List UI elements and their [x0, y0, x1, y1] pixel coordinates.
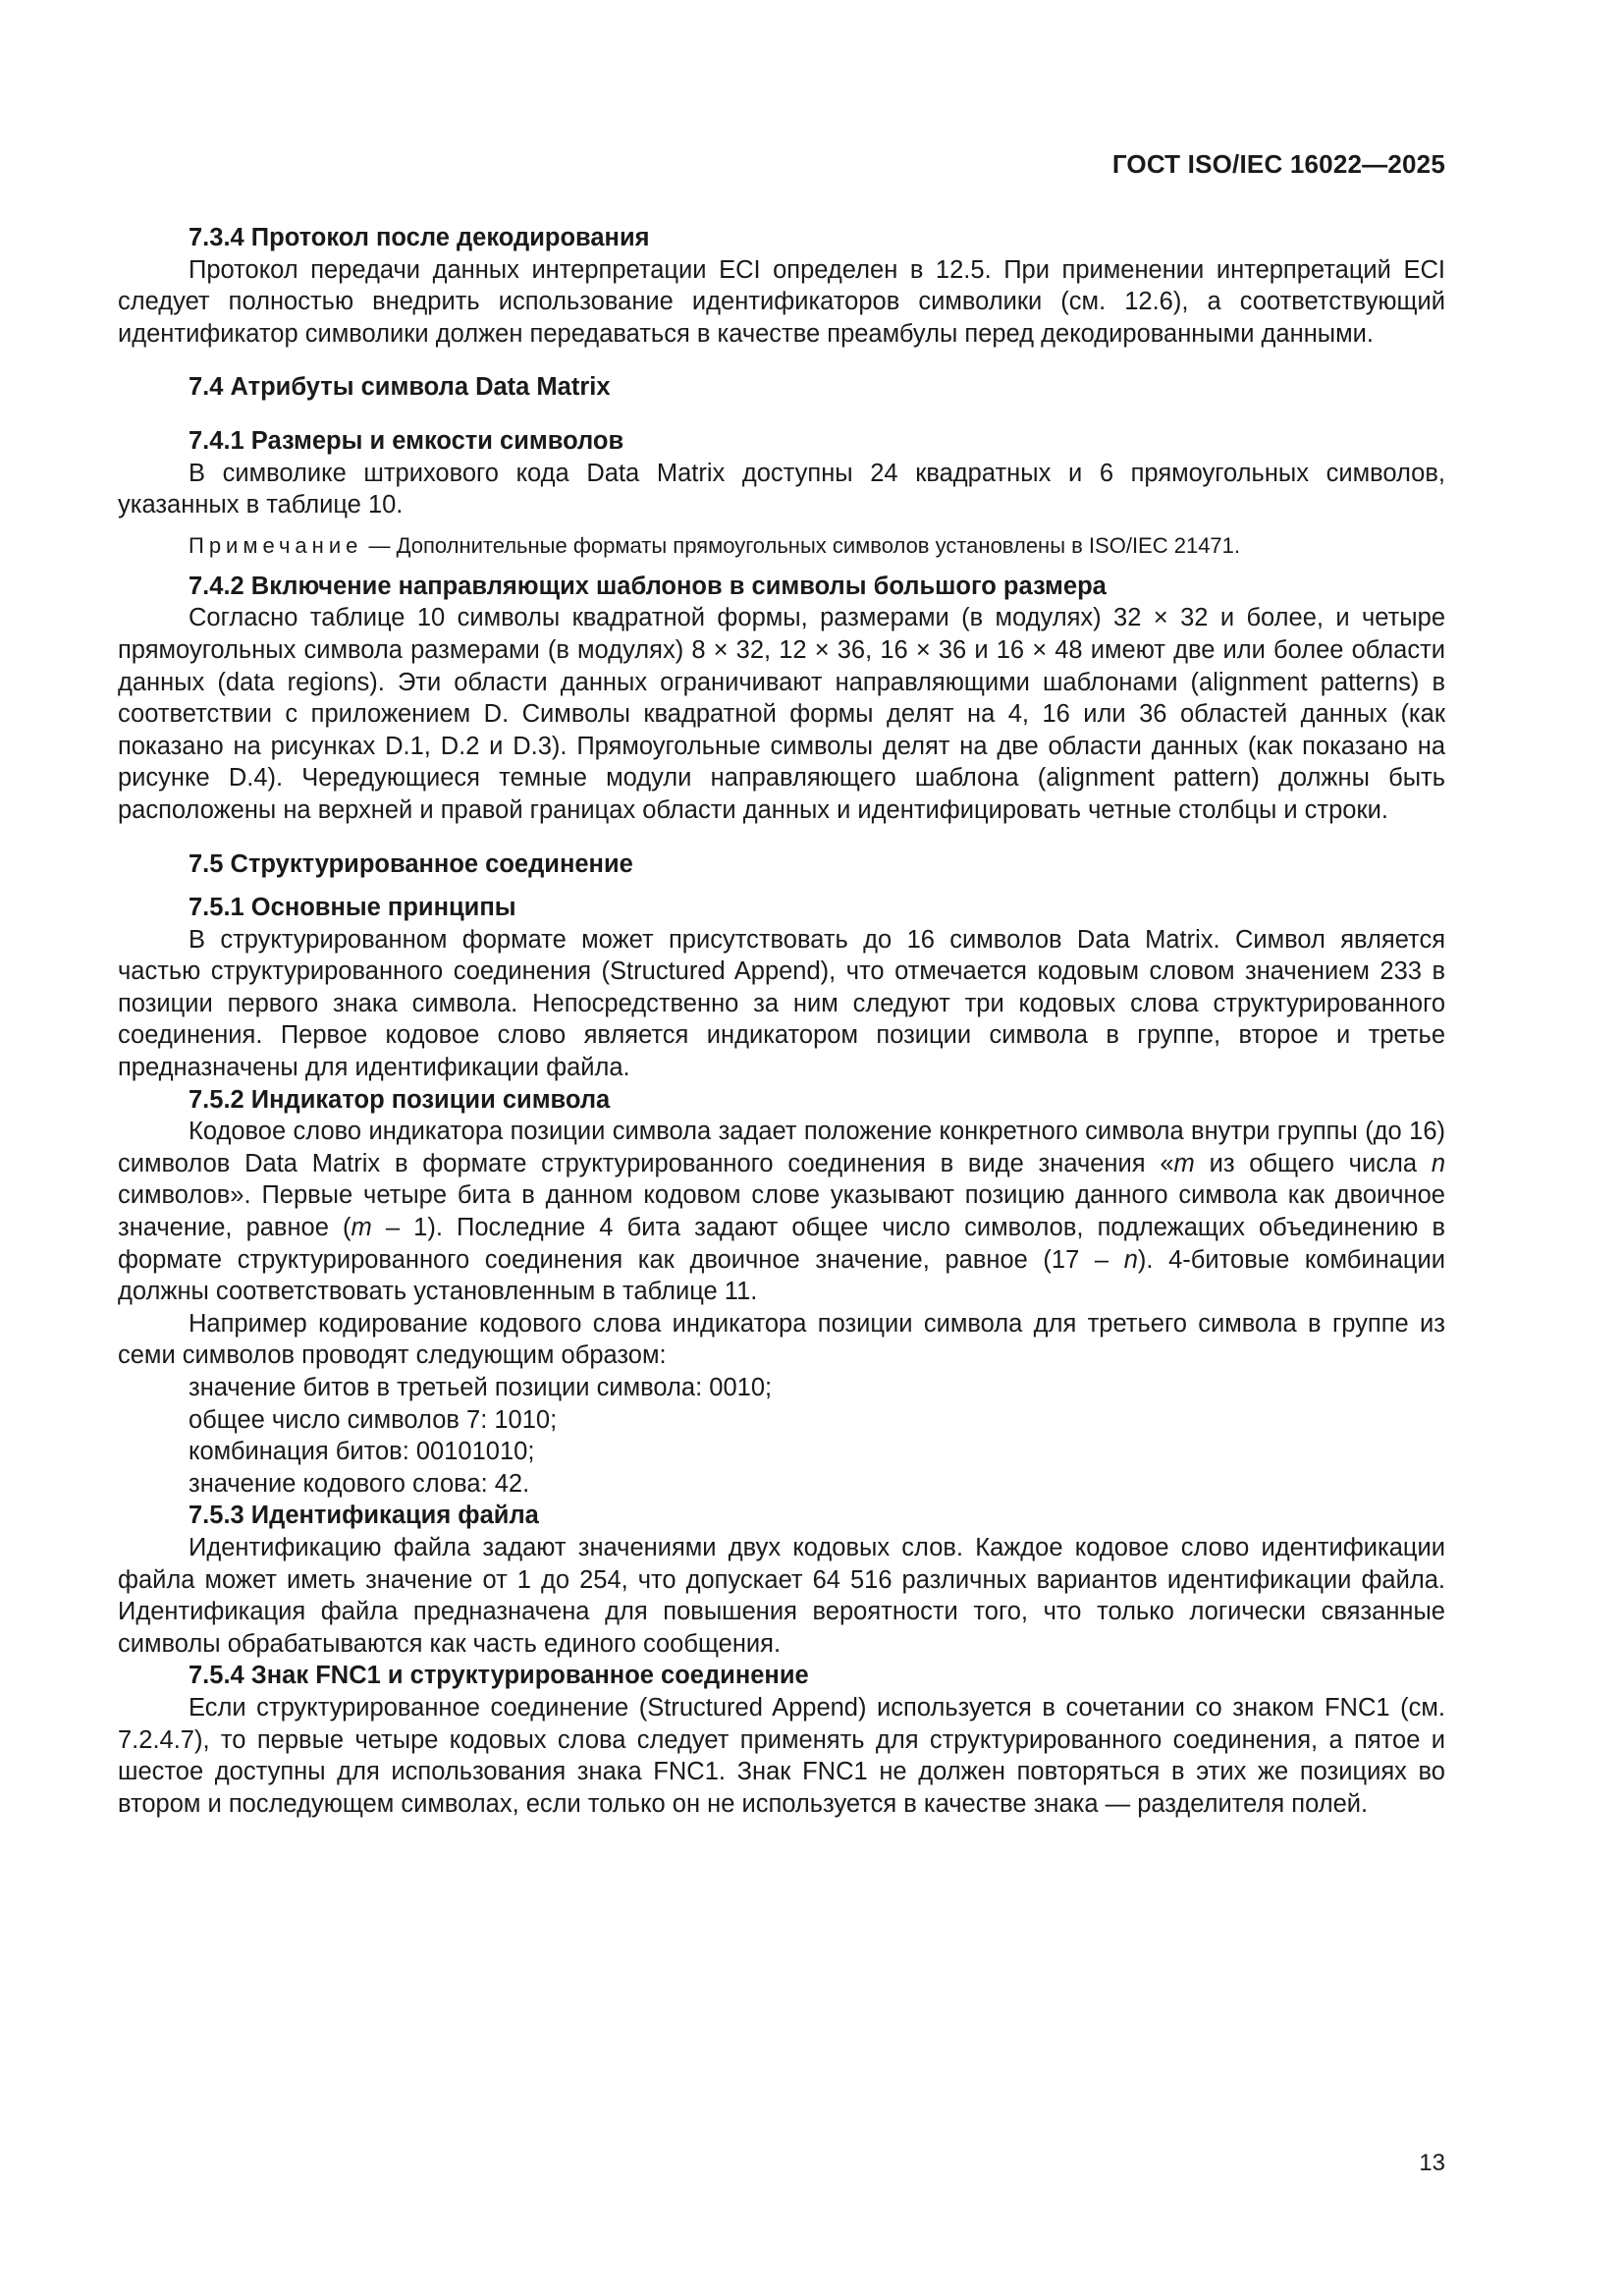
page-content [118, 222, 1445, 1820]
note-label: Примечание [189, 532, 363, 558]
page-number: 13 [1419, 2150, 1445, 2176]
section-7-4-title: 7.4 Атрибуты символа Data Matrix [189, 373, 611, 402]
section-7-3-4-title: 7.3.4 Протокол после декодирования [189, 224, 650, 251]
section-7-4-2-paragraph: Согласно таблице 10 символы квадратной формы, размерами (в модулях) 32 × 32 и более, и четыре прямоугольных символа размерами (в модулях) 8 × 32, 12 × 36, 16 × 36 и 16 × 48 имеют две или более области данных (data regions). Эти области данных ограничивают направляющими шаблонами (alignment patterns) в соответствии с приложением D. Символы квадратной формы делят на 4, 16 или 36 областей данных (как показано на рисунках D.1, D.2 и D.3). Прямоугольные символы делят на две области данных (как показано на рисунке D.4). Чередующиеся темные модули направляющего шаблона (alignment pattern) должны быть расположены на верхней и правой границах области данных и идентифицировать четные столбцы и строки. [118, 604, 1445, 824]
note-text: — Дополнительные форматы прямоугольных символов установлены в ISO/IEC 21471. [362, 532, 1241, 558]
italic-variable: n [1431, 1149, 1446, 1177]
list-item: значение кодового слова: 42. [189, 1469, 530, 1498]
text-run: ). 4-битовые комбинации должны соответствовать установленным в таблице 11. [118, 1245, 1445, 1306]
section-7-5-title: 7.5 Структурированное соединение [189, 849, 633, 878]
section-7-5-4-paragraph: Если структурированное соединение (Structured Append) используется в сочетании со знаком FNC1 (см. 7.2.4.7), то первые четыре кодовых слова следует применять для структурированного соединения, а пятое и шестое доступны для использования знака FNC1. Знак FNC1 не должен повторяться в этих же позициях во втором и последующем символах, если только он не используется в качестве знака — разделителя полей. [118, 1693, 1445, 1818]
section-7-5-3-title: 7.5.3 Идентификация файла [189, 1502, 539, 1530]
section-7-5-4-title: 7.5.4 Знак FNC1 и структурированное соединение [189, 1662, 809, 1690]
text-run: Кодовое слово индикатора позиции символа задает положение конкретного символа внутри группы (до 16) символов Data Matrix в формате структурированного соединения в виде значения « [118, 1118, 1445, 1177]
italic-variable: m [1173, 1149, 1195, 1177]
section-7-5-2-paragraph-1 [118, 1116, 1445, 1308]
italic-variable: n [1123, 1245, 1138, 1274]
section-7-4-2-title: 7.4.2 Включение направляющих шаблонов в символы большого размера [189, 572, 1107, 600]
text-run: из общего числа [1194, 1149, 1432, 1177]
section-7-5-2-paragraph-2: Например кодирование кодового слова индикатора позиции символа для третьего символа в группе из семи символов проводят следующим образом: [118, 1309, 1445, 1370]
section-7-4-1-paragraph: В символике штрихового кода Data Matrix доступны 24 квадратных и 6 прямоугольных символов, указанных в таблице 10. [118, 459, 1445, 519]
list-item: комбинация битов: 00101010; [189, 1438, 535, 1466]
section-7-3-4-paragraph: Протокол передачи данных интерпретации ECI определен в 12.5. При применении интерпретаций ECI следует полностью внедрить использование идентификаторов символики (см. 12.6), а соответствующий идентификатор символики должен передаваться в качестве преамбулы перед декодированными данными. [118, 255, 1445, 348]
list-item: общее число символов 7: 1010; [189, 1405, 558, 1434]
standard-header: ГОСТ ISO/IEC 16022—2025 [1111, 149, 1445, 179]
section-7-5-1-paragraph: В структурированном формате может присутствовать до 16 символов Data Matrix. Символ является частью структурированного соединения (Structured Append), что отмечается кодовым словом значением 233 в позиции первого знака символа. Непосредственно за ним следуют три кодовых слова структурированного соединения. Первое кодовое слово является индикатором позиции символа в группе, второе и третье предназначены для идентификации файла. [118, 925, 1445, 1082]
italic-variable: m [351, 1214, 372, 1242]
text-run: – 1). Последние 4 бита задают общее число символов, подлежащих объединению в формате структурированного соединения как двоичное значение, равное (17 – [118, 1214, 1445, 1274]
list-item: значение битов в третьей позиции символа: 0010; [189, 1374, 773, 1401]
section-7-5-2-title: 7.5.2 Индикатор позиции символа [189, 1085, 611, 1114]
text-run: символов». Первые четыре бита в данном кодовом слове указывают позицию данного символа как двоичное значение, равное ( [118, 1181, 1445, 1242]
section-7-5-1-title: 7.5.1 Основные принципы [189, 894, 516, 922]
section-7-4-1-title: 7.4.1 Размеры и емкости символов [189, 426, 624, 455]
section-7-5-3-paragraph: Идентификацию файла задают значениями двух кодовых слов. Каждое кодовое слово идентификации файла может иметь значение от 1 до 254, что допускает 64 516 различных вариантов идентификации файла. Идентификация файла предназначена для повышения вероятности того, что только логически связанные символы обрабатываются как часть единого сообщения. [118, 1533, 1445, 1658]
note [118, 531, 1445, 561]
